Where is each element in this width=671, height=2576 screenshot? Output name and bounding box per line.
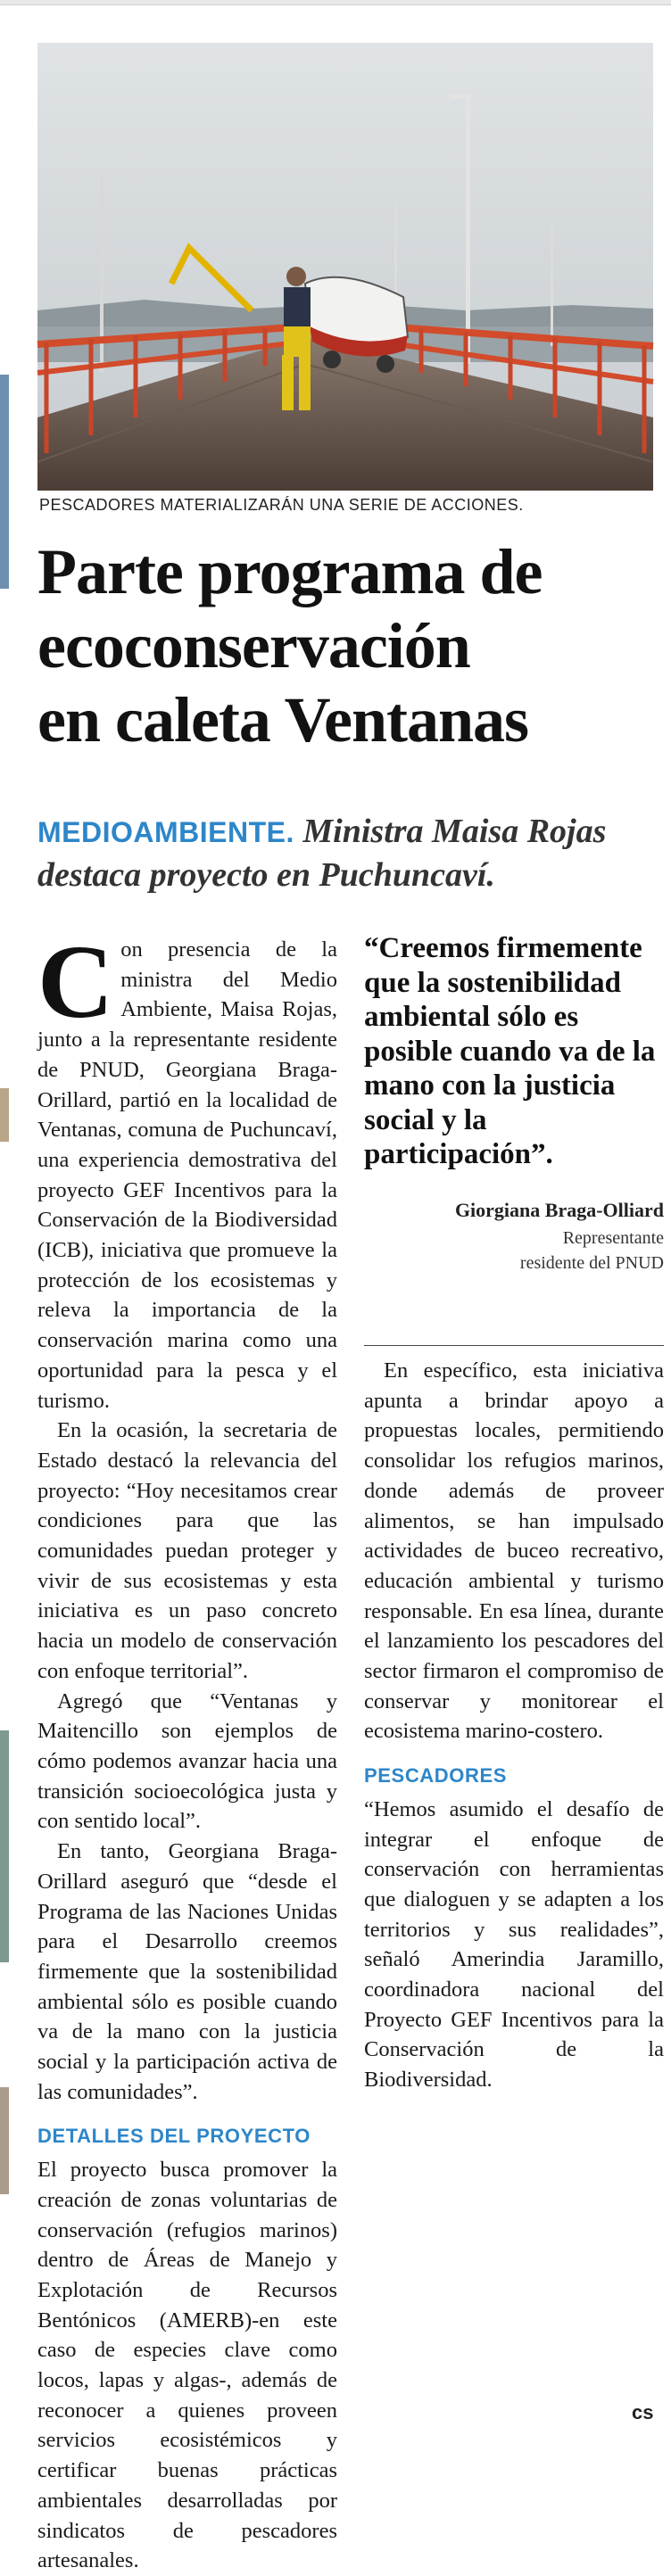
adjacent-page-edge bbox=[0, 36, 11, 2426]
section-kicker: MEDIOAMBIENTE. bbox=[37, 816, 294, 848]
subhead-project-details: DETALLES DEL PROYECTO bbox=[37, 2125, 311, 2148]
quote-divider bbox=[364, 1345, 664, 1346]
article-paragraph: En específico, esta iniciativa apunta a brindar apoyo a propuestas locales, permitiendo consolidar los refugios marinos, donde además de proveer alimentos, se han impulsado actividades de buceo recreativo, educación ambiental y turismo responsable. En esa línea, durante el lanzamiento los pescadores del sector firmaron el compromiso de conservar y monitorear el ecosistema marino-costero. bbox=[364, 1358, 664, 1744]
headline-line: en caleta Ventanas bbox=[37, 684, 529, 755]
pull-quote-text: “Creemos firmemente que la sostenibilidad ambiental sólo es posible cuando va de la mano con la justicia social y la participación”. bbox=[364, 932, 656, 1170]
pull-quote-role bbox=[364, 1226, 664, 1276]
drop-cap: C bbox=[37, 923, 114, 1040]
pull-quote-role-line: residente del PNUD bbox=[519, 1252, 664, 1273]
article-column-right bbox=[364, 1356, 664, 2095]
article-paragraph: on presencia de la ministra del Medio Ambiente, Maisa Rojas, junto a la representante residente de PNUD, Georgiana Braga-Orillard, partió en la localidad de Ventanas, comuna de Puchuncaví, una experiencia demostrativa del proyecto GEF Incentivos para la Conservación de la Biodiversidad (ICB), iniciativa que promueve la protección de los ecosistemas y releva la importancia de la conservación marina como una oportunidad para la pesca y el turismo. bbox=[37, 937, 337, 1413]
headline bbox=[37, 535, 653, 757]
article-column-left bbox=[37, 923, 337, 2573]
subhead-fishermen: PESCADORES bbox=[364, 1764, 508, 1788]
fishermen-pier-photo bbox=[37, 43, 653, 491]
photo-caption: PESCADORES MATERIALIZARÁN UNA SERIE DE ACCIONES. bbox=[39, 496, 524, 514]
lead-deck bbox=[37, 810, 662, 896]
pull-quote-role-line: Representante bbox=[562, 1227, 664, 1248]
author-signoff: cs bbox=[632, 2401, 654, 2423]
deck-text: Ministra Maisa Rojas destaca proyecto en Puchuncaví. bbox=[37, 813, 607, 894]
article-paragraph: Agregó que “Ventanas y Maitencillo son ejemplos de cómo podemos avanzar hacia una transición socioecológica justa y con sentido local”. bbox=[37, 1688, 337, 1834]
article-paragraph: El proyecto busca promover la creación de zonas voluntarias de conservación (refugios marinos) dentro de Áreas de Manejo y Explotación de Recursos Bentónicos (AMERB)-en este caso de especies clave como locos, lapas y algas-, además de reconocer a quienes proveen servicios ecosistémicos y certificar buenas prácticas ambientales desarrolladas por sindicatos de pescadores artesanales. bbox=[37, 2158, 337, 2573]
article-paragraph: En la ocasión, la secretaria de Estado destacó la relevancia del proyecto: “Hoy necesitamos crear condiciones para que las comunidades puedan proteger y vivir de sus ecosistemas y esta iniciativa es un paso concreto hacia un modelo de conservación con enfoque territorial”. bbox=[37, 1418, 337, 1683]
article-paragraph: En tanto, Georgiana Braga-Orillard aseguró que “desde el Programa de las Naciones Unidas para el Desarrollo creemos firmemente que la sostenibilidad ambiental sólo es posible cuando va de la mano con la justicia social y la participación activa de las comunidades”. bbox=[37, 1839, 337, 2104]
headline-line: ecoconservación bbox=[37, 610, 470, 681]
top-rule bbox=[0, 0, 671, 5]
pull-quote-author: Giorgiana Braga-Olliard bbox=[454, 1198, 664, 1221]
news-photo bbox=[37, 43, 653, 491]
pull-quote bbox=[364, 931, 664, 1276]
article-paragraph: “Hemos asumido el desafío de integrar el enfoque de conservación con herramientas que dialoguen y se adapten a los territorios y sus realidades”, señaló Amerindia Jaramillo, coordinadora nacional del Proyecto GEF Incentivos para la Conservación de la Biodiversidad. bbox=[364, 1796, 664, 2093]
headline-line: Parte programa de bbox=[37, 536, 543, 607]
